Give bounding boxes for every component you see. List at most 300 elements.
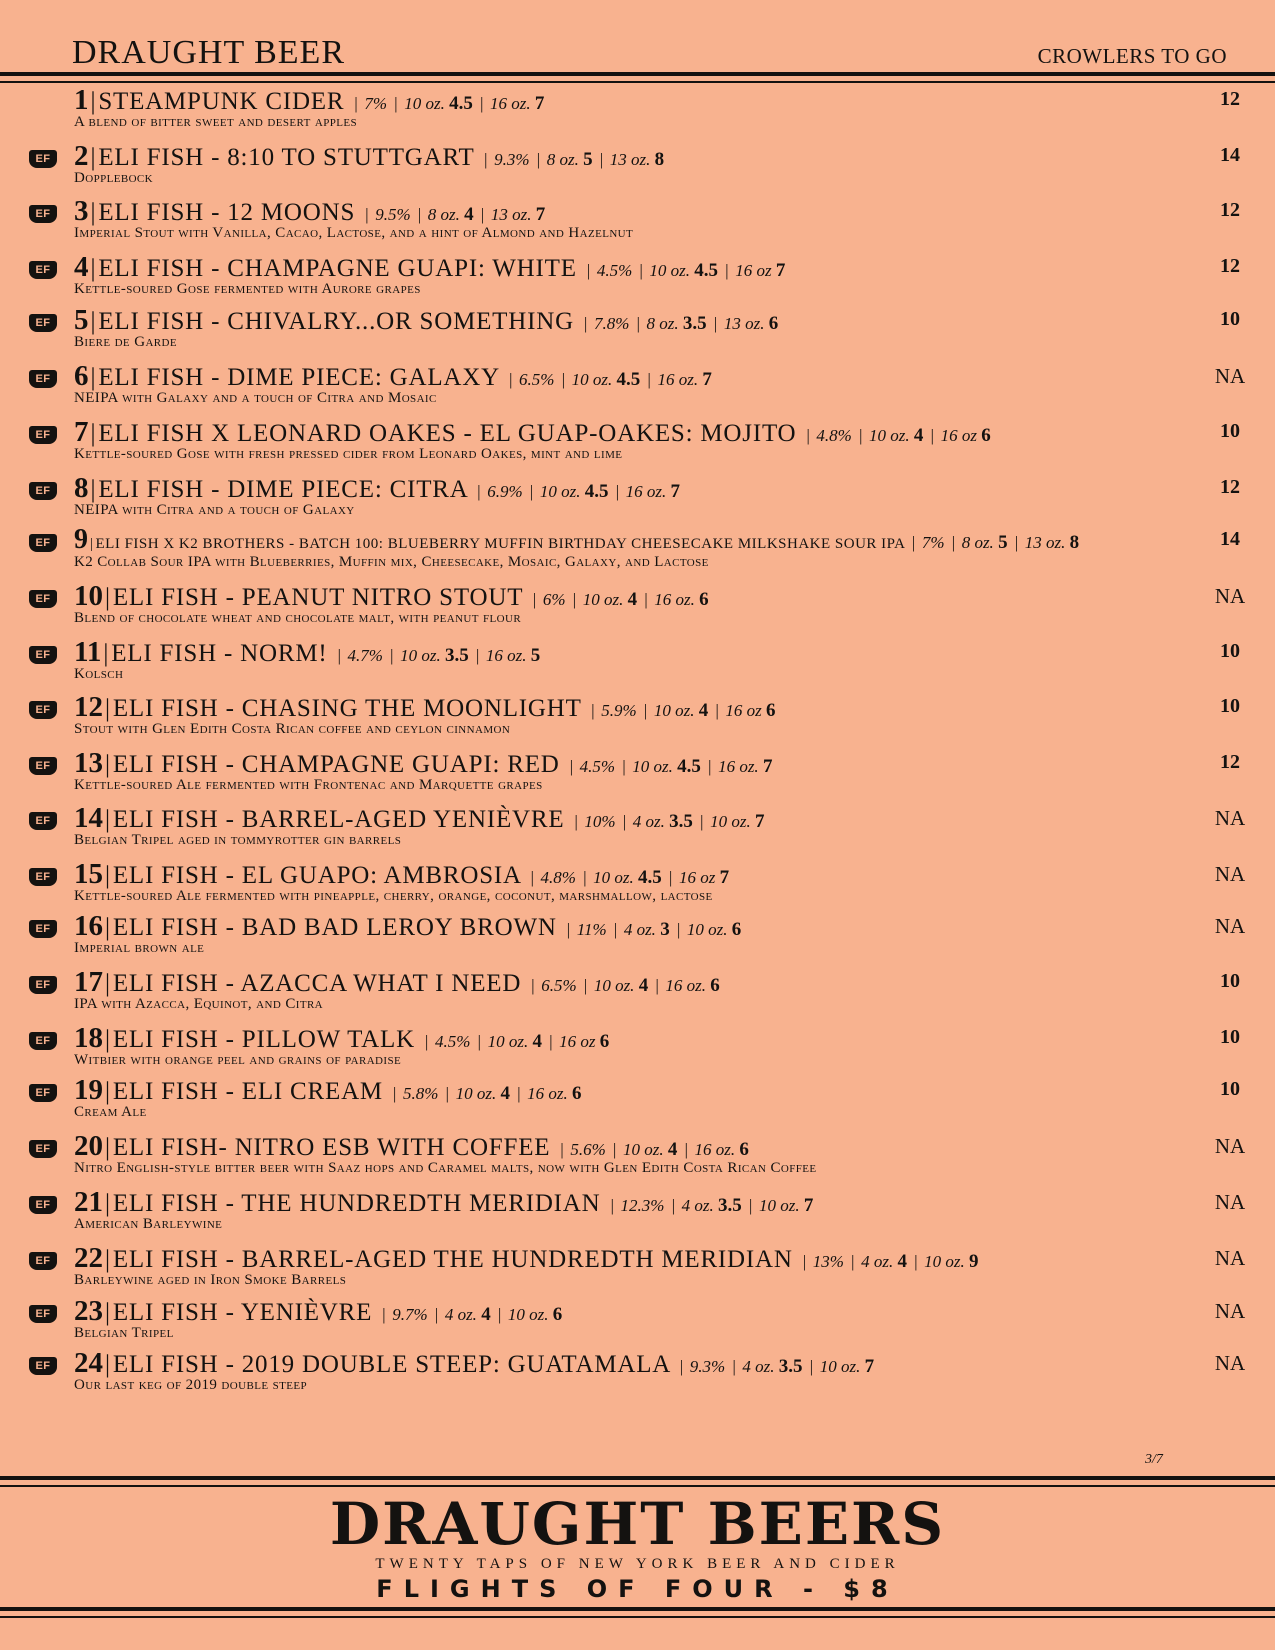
- beer-name: ELI FISH - CHAMPAGNE GUAPI: WHITE: [98, 255, 577, 282]
- beer-row: [0, 140, 1275, 196]
- beer-description: Kettle-soured Gose fermented with Aurore grapes: [74, 281, 421, 297]
- pour-info: [564, 920, 741, 939]
- beer-description: Imperial Stout with Vanilla, Cacao, Lactose, and a hint of Almond and Hazelnut: [74, 225, 634, 241]
- beer-name: ELI FISH - DIME PIECE: GALAXY: [98, 364, 500, 391]
- pour-price: 3.5: [778, 1356, 803, 1377]
- pour-size: 13 oz.: [609, 150, 651, 169]
- eli-fish-logo-icon: EF: [29, 1252, 57, 1270]
- separator: |: [412, 205, 426, 224]
- pour-price: 6: [739, 1139, 749, 1160]
- pour-size: 10 oz.: [455, 1084, 497, 1103]
- separator: |: [90, 364, 97, 391]
- separator: |: [702, 757, 717, 776]
- tap-number: 21: [74, 1186, 103, 1218]
- beer-name: ELI FISH - DIME PIECE: CITRA: [98, 476, 468, 503]
- beer-row: [0, 251, 1275, 307]
- pour-info: [677, 1357, 874, 1376]
- pour-size: 13 oz.: [1024, 533, 1066, 552]
- separator: |: [743, 1196, 757, 1215]
- pour-price: 8: [1069, 532, 1080, 553]
- beer-row: [0, 1295, 1275, 1351]
- beer-title-line: [74, 472, 680, 505]
- pour-size: 6%: [542, 590, 566, 609]
- pour-price: 4.5: [694, 260, 719, 281]
- pour-price: 4: [698, 700, 709, 721]
- pour-price: 5: [530, 645, 541, 666]
- pour-price: 4: [913, 425, 924, 446]
- pour-size: 4.5%: [596, 261, 633, 280]
- eli-fish-logo-icon: EF: [29, 646, 57, 664]
- pour-size: 4.7%: [347, 646, 383, 665]
- separator: |: [594, 150, 608, 169]
- beer-row: [0, 636, 1275, 692]
- tap-number: 9: [74, 524, 88, 555]
- beer-row: [0, 802, 1275, 858]
- beer-name: ELI FISH - EL GUAPO: AMBROSIA: [112, 862, 521, 889]
- eli-fish-logo-icon: EF: [29, 1084, 57, 1102]
- pour-price: 3.5: [444, 645, 469, 666]
- beer-description: A blend of bitter sweet and desert apples: [74, 114, 357, 130]
- beer-name: ELI FISH - 8:10 TO STUTTGART: [98, 144, 475, 171]
- eli-fish-logo-icon: EF: [29, 1196, 57, 1214]
- beer-description: Cream Ale: [74, 1104, 147, 1120]
- separator: |: [105, 751, 111, 778]
- pour-size: 10 oz.: [924, 1252, 965, 1271]
- separator: |: [105, 862, 111, 889]
- eli-fish-logo-icon: EF: [29, 314, 57, 332]
- separator: |: [470, 646, 484, 665]
- crowler-price: NA: [1214, 364, 1246, 388]
- tap-number: 12: [74, 691, 103, 723]
- pour-price: 6: [599, 1031, 610, 1052]
- beer-description: Imperial brown ale: [74, 940, 205, 956]
- pour-price: 7: [702, 369, 712, 390]
- crowler-price: 12: [1220, 88, 1240, 110]
- separator: |: [105, 970, 111, 997]
- pour-size: 10 oz.: [758, 1196, 800, 1215]
- crowler-price: NA: [1214, 914, 1246, 938]
- crowlers-heading: CROWLERS TO GO: [1037, 44, 1227, 68]
- separator: |: [679, 1140, 693, 1159]
- pour-size: 16 oz.: [657, 370, 699, 389]
- pour-price: 4: [532, 1031, 542, 1052]
- separator: |: [608, 920, 622, 939]
- eli-fish-logo-icon: EF: [29, 426, 57, 444]
- pour-price: 3.5: [682, 313, 707, 334]
- beer-title-line: [74, 1347, 874, 1380]
- eli-fish-logo-icon: EF: [29, 261, 57, 279]
- pour-size: 4.8%: [816, 426, 852, 445]
- separator: |: [543, 1032, 558, 1051]
- pour-size: 8 oz.: [961, 533, 994, 552]
- eli-fish-logo-icon: EF: [29, 150, 57, 168]
- tap-number: 23: [74, 1295, 103, 1327]
- separator: |: [617, 757, 631, 776]
- separator: |: [508, 370, 518, 389]
- footer-title: DRAUGHT BEERS: [329, 1490, 946, 1558]
- pour-price: 7: [719, 867, 730, 888]
- pour-size: 4 oz.: [681, 1196, 714, 1215]
- pour-size: 4.5%: [434, 1032, 471, 1051]
- eli-fish-logo-icon: EF: [29, 482, 57, 500]
- beer-name: ELI FISH - THE HUNDREDTH MERIDIAN: [112, 1190, 601, 1217]
- tap-number: 18: [74, 1022, 103, 1054]
- pour-size: 16 oz: [735, 261, 772, 280]
- tap-number: 4: [74, 251, 89, 283]
- beer-row: [0, 360, 1275, 416]
- beer-name: ELI FISH - YENIÈVRE: [112, 1299, 373, 1326]
- beer-title-line: [74, 691, 776, 724]
- beer-title-line: [74, 84, 544, 117]
- pour-info: [803, 426, 990, 445]
- pour-price: 3: [660, 919, 670, 940]
- separator: |: [531, 150, 545, 169]
- separator: |: [511, 1084, 526, 1103]
- pour-info: [608, 1196, 814, 1215]
- pour-size: 10 oz.: [582, 590, 624, 609]
- separator: |: [90, 255, 97, 282]
- pour-size: 4 oz.: [623, 920, 656, 939]
- pour-price: 5: [583, 149, 593, 170]
- beer-description: Stout with Glen Edith Costa Rican coffee and ceylon cinnamon: [74, 721, 511, 737]
- separator: |: [590, 701, 600, 720]
- separator: |: [105, 1134, 111, 1161]
- tap-number: 8: [74, 472, 89, 504]
- separator: |: [105, 1246, 111, 1273]
- separator: |: [946, 533, 960, 552]
- tap-number: 1: [74, 84, 89, 116]
- pour-size: 16 oz.: [654, 590, 695, 609]
- beer-name: ELI FISH - 12 MOONS: [98, 199, 356, 226]
- separator: |: [475, 205, 489, 224]
- crowler-price: 10: [1220, 420, 1240, 442]
- pour-size: 16 oz: [940, 426, 977, 445]
- pour-info: [390, 1084, 581, 1103]
- separator: |: [925, 426, 939, 445]
- separator: |: [476, 482, 486, 501]
- beer-row: [0, 524, 1275, 580]
- beer-name: ELI FISH - PEANUT NITRO STOUT: [112, 584, 523, 611]
- pour-price: 7: [534, 93, 545, 114]
- pour-size: 10 oz.: [593, 976, 635, 995]
- separator: |: [845, 1252, 860, 1271]
- beer-title-line: [74, 966, 720, 999]
- tap-number: 3: [74, 195, 89, 227]
- pour-size: 9.5%: [375, 205, 411, 224]
- separator: |: [90, 88, 97, 115]
- pour-price: 4.5: [677, 756, 701, 777]
- beer-description: Our last keg of 2019 double steep: [74, 1377, 307, 1393]
- tap-number: 20: [74, 1130, 103, 1162]
- beer-title-line: [74, 195, 545, 228]
- beer-description: Kettle-soured Ale fermented with Frontenac and Marquette grapes: [74, 777, 543, 793]
- beer-description: Kolsch: [74, 666, 124, 682]
- pour-size: 8 oz.: [546, 150, 579, 169]
- separator: |: [105, 584, 111, 611]
- beer-title-line: [74, 580, 709, 613]
- separator: |: [708, 314, 722, 333]
- pour-size: 10 oz.: [649, 261, 691, 280]
- pour-price: 6: [552, 1304, 563, 1325]
- pour-size: 4 oz.: [742, 1357, 775, 1376]
- pour-price: 3.5: [718, 1195, 742, 1216]
- pour-price: 7: [762, 756, 773, 777]
- separator: |: [472, 1032, 486, 1051]
- pour-price: 4.5: [584, 481, 609, 502]
- crowler-price: 12: [1220, 476, 1240, 498]
- pour-size: 5.8%: [402, 1084, 439, 1103]
- beer-row: [0, 691, 1275, 747]
- pour-size: 10%: [584, 812, 616, 831]
- pour-price: 7: [670, 481, 681, 502]
- crowler-price: 12: [1220, 199, 1240, 221]
- beer-name: ELI FISH - BARREL-AGED YENIÈVRE: [112, 806, 565, 833]
- pour-price: 6: [699, 589, 709, 610]
- pour-price: 9: [969, 1251, 979, 1272]
- pour-price: 6: [766, 700, 776, 721]
- pour-size: 16 oz: [725, 701, 762, 720]
- pour-price: 6: [768, 313, 779, 334]
- beer-description: Barleywine aged in Iron Smoke Barrels: [74, 1272, 347, 1288]
- pour-size: 10 oz.: [507, 1305, 549, 1324]
- pour-size: 5.9%: [601, 701, 637, 720]
- beer-name: ELI FISH - CHIVALRY...OR SOMETHING: [98, 308, 574, 335]
- page-title: DRAUGHT BEER: [72, 34, 345, 71]
- pour-size: 16 oz.: [718, 757, 759, 776]
- crowler-price: 10: [1220, 1078, 1240, 1100]
- footer-rule-thick: [0, 1607, 1275, 1611]
- separator: |: [105, 1078, 111, 1105]
- pour-size: 12.3%: [620, 1196, 665, 1215]
- pour-size: 10 oz.: [622, 1140, 664, 1159]
- pour-info: [474, 482, 680, 501]
- tap-number: 5: [74, 304, 89, 336]
- beer-description: Nitro English-style bitter beer with Saaz hops and Caramel malts, now with Glen Edith Costa Rican Coffee: [74, 1160, 817, 1176]
- pour-size: 7.8%: [593, 314, 630, 333]
- pour-size: 10 oz.: [404, 94, 445, 113]
- beer-description: Kettle-soured Ale fermented with pineapple, cherry, orange, coconut, marshmallow, lactose: [74, 888, 713, 904]
- separator: |: [384, 646, 399, 665]
- separator: |: [666, 1196, 680, 1215]
- separator: |: [694, 812, 709, 831]
- eli-fish-logo-icon: EF: [29, 757, 57, 775]
- beer-title-line: [74, 140, 664, 173]
- separator: |: [90, 536, 94, 552]
- crowler-price: 14: [1220, 144, 1240, 166]
- beer-title-line: [74, 910, 741, 943]
- crowler-price: NA: [1214, 1190, 1246, 1214]
- pour-size: 6.9%: [487, 482, 523, 501]
- beer-name: ELI FISH - BAD BAD LEROY BROWN: [112, 914, 557, 941]
- pour-size: 6.5%: [541, 976, 577, 995]
- separator: |: [565, 920, 575, 939]
- pour-price: 5: [998, 532, 1008, 553]
- crowler-price: 10: [1220, 1026, 1240, 1048]
- pour-info: [530, 590, 709, 609]
- pour-price: 6: [572, 1083, 582, 1104]
- beer-title-line: [74, 1130, 749, 1163]
- beer-name: ELI FISH - ELI CREAM: [112, 1078, 383, 1105]
- beer-row: [0, 304, 1275, 360]
- separator: |: [90, 144, 97, 171]
- separator: |: [634, 261, 648, 280]
- pour-price: 6: [731, 919, 742, 940]
- beer-row: [0, 910, 1275, 966]
- pour-size: 10 oz.: [487, 1032, 529, 1051]
- pour-size: 4 oz.: [444, 1305, 477, 1324]
- separator: |: [617, 812, 631, 831]
- crowler-price: 10: [1220, 640, 1240, 662]
- pour-info: [567, 757, 773, 776]
- bottom-rule-thick: [0, 1476, 1275, 1480]
- separator: |: [804, 1357, 818, 1376]
- separator: |: [530, 976, 540, 995]
- separator: |: [805, 426, 815, 445]
- beer-title-line: [74, 747, 772, 780]
- beer-description: K2 Collab Sour IPA with Blueberries, Muffin mix, Cheesecake, Mosaic, Galaxy, and Lactose: [74, 554, 709, 570]
- separator: |: [577, 868, 592, 887]
- beer-description: Dopplebock: [74, 170, 154, 186]
- pour-size: 7%: [364, 94, 388, 113]
- pour-price: 4: [481, 1304, 491, 1325]
- tap-number: 11: [74, 636, 102, 668]
- beer-row: [0, 1347, 1275, 1403]
- separator: |: [524, 482, 538, 501]
- beer-row: [0, 580, 1275, 636]
- separator: |: [908, 1252, 923, 1271]
- pour-info: [571, 812, 764, 831]
- tap-number: 16: [74, 910, 103, 942]
- pour-size: 10 oz.: [539, 482, 581, 501]
- beer-name: ELI FISH - BARREL-AGED THE HUNDREDTH MERIDIAN: [112, 1246, 793, 1273]
- pour-size: 16 oz.: [625, 482, 667, 501]
- separator: |: [90, 476, 97, 503]
- separator: |: [440, 1084, 454, 1103]
- separator: |: [389, 94, 403, 113]
- eli-fish-logo-icon: EF: [29, 370, 57, 388]
- crowler-price: 10: [1220, 308, 1240, 330]
- separator: |: [585, 261, 595, 280]
- separator: |: [492, 1305, 506, 1324]
- pour-info: [588, 701, 775, 720]
- separator: |: [556, 370, 570, 389]
- beer-description: NEIPA with Citra and a touch of Galaxy: [74, 502, 355, 518]
- pour-size: 10 oz.: [593, 868, 634, 887]
- crowler-price: NA: [1214, 1299, 1246, 1323]
- pour-size: 16 oz: [559, 1032, 596, 1051]
- pour-size: 4 oz.: [861, 1252, 894, 1271]
- pour-size: 8 oz.: [427, 205, 460, 224]
- separator: |: [609, 1196, 619, 1215]
- pour-info: [584, 261, 785, 280]
- crowler-price: NA: [1214, 806, 1246, 830]
- separator: |: [90, 420, 97, 447]
- separator: |: [105, 914, 111, 941]
- pour-size: 4 oz.: [632, 812, 665, 831]
- pour-size: 16 oz.: [490, 94, 531, 113]
- pour-info: [422, 1032, 609, 1051]
- pour-size: 4.8%: [540, 868, 576, 887]
- beer-title-line: [74, 304, 778, 337]
- tap-number: 7: [74, 416, 89, 448]
- separator: |: [353, 94, 363, 113]
- separator: |: [638, 701, 652, 720]
- pour-price: 6: [710, 975, 720, 996]
- tap-number: 15: [74, 858, 103, 890]
- eli-fish-logo-icon: EF: [29, 701, 57, 719]
- pour-size: 10 oz.: [632, 757, 673, 776]
- separator: |: [910, 533, 920, 552]
- pour-size: 16 oz: [678, 868, 716, 887]
- separator: |: [567, 590, 581, 609]
- separator: |: [642, 370, 656, 389]
- separator: |: [103, 640, 110, 667]
- pour-size: 10 oz.: [686, 920, 728, 939]
- eli-fish-logo-icon: EF: [29, 534, 57, 552]
- separator: |: [474, 94, 489, 113]
- beer-description: NEIPA with Galaxy and a touch of Citra and Mosaic: [74, 390, 437, 406]
- tap-number: 10: [74, 580, 103, 612]
- separator: |: [671, 920, 685, 939]
- crowler-price: NA: [1214, 862, 1246, 886]
- separator: |: [531, 590, 541, 609]
- beer-name: ELI FISH X LEONARD OAKES - EL GUAP-OAKES: MOJITO: [98, 420, 797, 447]
- separator: |: [573, 812, 583, 831]
- pour-size: 9.7%: [392, 1305, 428, 1324]
- beer-description: Belgian Tripel aged in tommyrotter gin barrels: [74, 832, 402, 848]
- separator: |: [105, 1190, 111, 1217]
- pour-size: 13%: [812, 1252, 844, 1271]
- beer-name: ELI FISH- NITRO ESB WITH COFFEE: [112, 1134, 551, 1161]
- separator: |: [105, 1026, 111, 1053]
- pour-size: 4.5%: [579, 757, 616, 776]
- separator: |: [105, 806, 111, 833]
- separator: |: [610, 482, 624, 501]
- crowler-price: 14: [1220, 528, 1240, 550]
- separator: |: [1009, 533, 1023, 552]
- pour-size: 11%: [576, 920, 607, 939]
- separator: |: [483, 150, 493, 169]
- beer-row: [0, 84, 1275, 140]
- pour-info: [379, 1305, 562, 1324]
- beer-row: [0, 747, 1275, 803]
- pour-info: [506, 370, 712, 389]
- pour-price: 4.5: [616, 369, 641, 390]
- pour-size: 16 oz.: [665, 976, 706, 995]
- pour-price: 6: [981, 425, 991, 446]
- separator: |: [105, 695, 111, 722]
- separator: |: [631, 314, 645, 333]
- pour-price: 3.5: [669, 811, 693, 832]
- tap-number: 17: [74, 966, 103, 998]
- separator: |: [105, 1299, 111, 1326]
- pour-size: 10 oz.: [653, 701, 695, 720]
- beer-row: [0, 966, 1275, 1022]
- beer-name: ELI FISH - PILLOW TALK: [112, 1026, 415, 1053]
- separator: |: [429, 1305, 443, 1324]
- separator: |: [727, 1357, 741, 1376]
- pour-size: 10 oz.: [710, 812, 751, 831]
- separator: |: [336, 646, 346, 665]
- beer-row: [0, 195, 1275, 251]
- separator: |: [392, 1084, 401, 1103]
- eli-fish-logo-icon: EF: [29, 1357, 57, 1375]
- pour-price: 4.5: [638, 867, 662, 888]
- beer-description: American Barleywine: [74, 1216, 223, 1232]
- separator: |: [529, 868, 539, 887]
- crowler-price: 10: [1220, 695, 1240, 717]
- beer-row: [0, 1186, 1275, 1242]
